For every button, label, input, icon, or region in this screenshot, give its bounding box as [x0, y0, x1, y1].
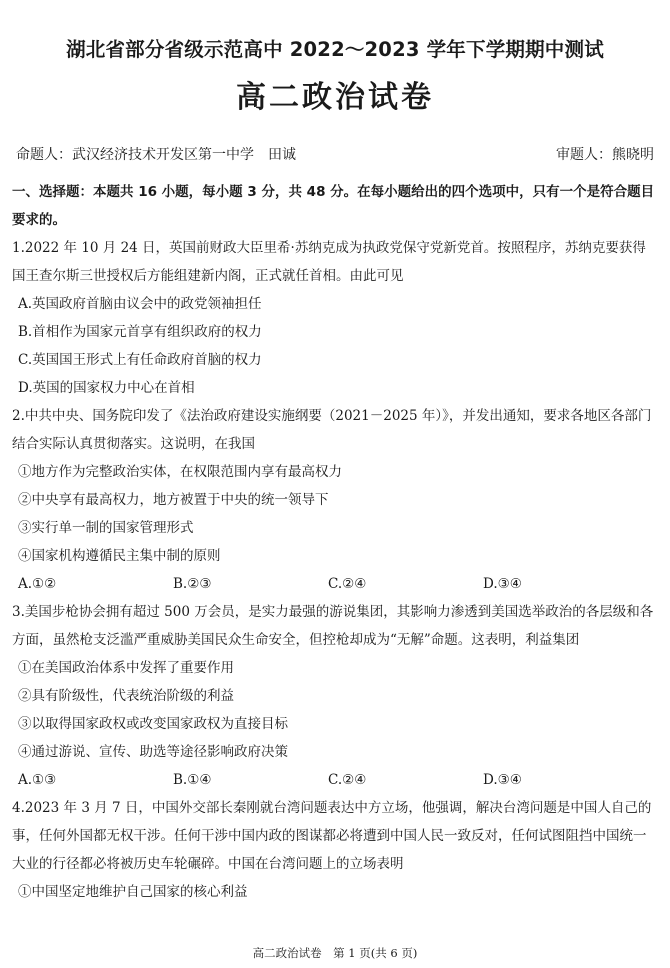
- question-1: [12, 234, 658, 402]
- choice-b: B.②③: [173, 576, 212, 592]
- option-a: A.英国政府首脑由议会中的政党领袖担任: [18, 296, 262, 312]
- statement-4: ④通过游说、宣传、助选等途径影响政府决策: [18, 744, 288, 760]
- option-c: C.英国国王形式上有任命政府首脑的权力: [18, 352, 262, 368]
- statement-2: ②具有阶级性，代表统治阶级的利益: [18, 688, 234, 704]
- statement-1: ①中国坚定地维护自己国家的核心利益: [18, 884, 248, 900]
- answer-choices: [12, 570, 658, 598]
- statement-3: ③以取得国家政权或改变国家政权为直接目标: [18, 716, 288, 732]
- question-setter: 命题人：武汉经济技术开发区第一中学 田诚: [16, 147, 296, 163]
- exam-title: 高二政治试卷: [236, 80, 434, 115]
- question-2: [12, 402, 658, 598]
- statement-1: ①在美国政治体系中发挥了重要作用: [18, 660, 234, 676]
- choice-a: A.①②: [18, 576, 57, 592]
- question-4: [12, 794, 658, 906]
- statement-3: ③实行单一制的国家管理形式: [18, 520, 194, 536]
- question-3: [12, 598, 658, 794]
- choice-c: C.②④: [328, 772, 367, 788]
- author-row: [12, 144, 658, 166]
- question-stem: 2.中共中央、国务院印发了《法治政府建设实施纲要（2021－2025 年）》，并发出通知，要求各地区各部门结合实际认真贯彻落实。这说明，在我国: [12, 408, 652, 452]
- choice-d: D.③④: [483, 772, 522, 788]
- question-stem: 1.2022 年 10 月 24 日，英国前财政大臣里希·苏纳克成为执政党保守党新党首。按照程序，苏纳克要获得国王查尔斯三世授权后方能组建新内阁，正式就任首相。由此可见: [12, 240, 646, 284]
- choice-d: D.③④: [483, 576, 522, 592]
- section-heading: 一、选择题：本题共 16 小题，每小题 3 分，共 48 分。在每小题给出的四个选项中，只有一个是符合题目要求的。: [12, 184, 655, 228]
- statement-2: ②中央享有最高权力，地方被置于中央的统一领导下: [18, 492, 329, 508]
- statement-1: ①地方作为完整政治实体，在权限范围内享有最高权力: [18, 464, 342, 480]
- statement-4: ④国家机构遵循民主集中制的原则: [18, 548, 221, 564]
- choice-c: C.②④: [328, 576, 367, 592]
- answer-choices: [12, 766, 658, 794]
- option-d: D.英国的国家权力中心在首相: [18, 380, 195, 396]
- school-title: 湖北省部分省级示范高中 2022～2023 学年下学期期中测试: [66, 38, 604, 61]
- choice-b: B.①④: [173, 772, 212, 788]
- option-b: B.首相作为国家元首享有组织政府的权力: [18, 324, 262, 340]
- page-footer: 高二政治试卷 第 1 页(共 6 页): [252, 946, 418, 960]
- question-stem: 4.2023 年 3 月 7 日，中国外交部长秦刚就台湾问题表达中方立场，他强调，解决台湾问题是中国人自己的事，任何外国都无权干涉。任何干涉中国内政的图谋都必将遭到中国人民一致反对，任何试图阻挡中国统一大业的行径都必将被历史车轮碾碎。中国在台湾问题上的立场表明: [12, 800, 652, 872]
- question-stem: 3.美国步枪协会拥有超过 500 万会员，是实力最强的游说集团，其影响力渗透到美国选举政治的各层级和各方面，虽然枪支泛滥严重威胁美国民众生命安全，但控枪却成为“无解”命题。这表明，利益集团: [12, 604, 654, 648]
- question-reviewer: 审题人：熊晓明: [556, 147, 654, 163]
- choice-a: A.①③: [18, 772, 57, 788]
